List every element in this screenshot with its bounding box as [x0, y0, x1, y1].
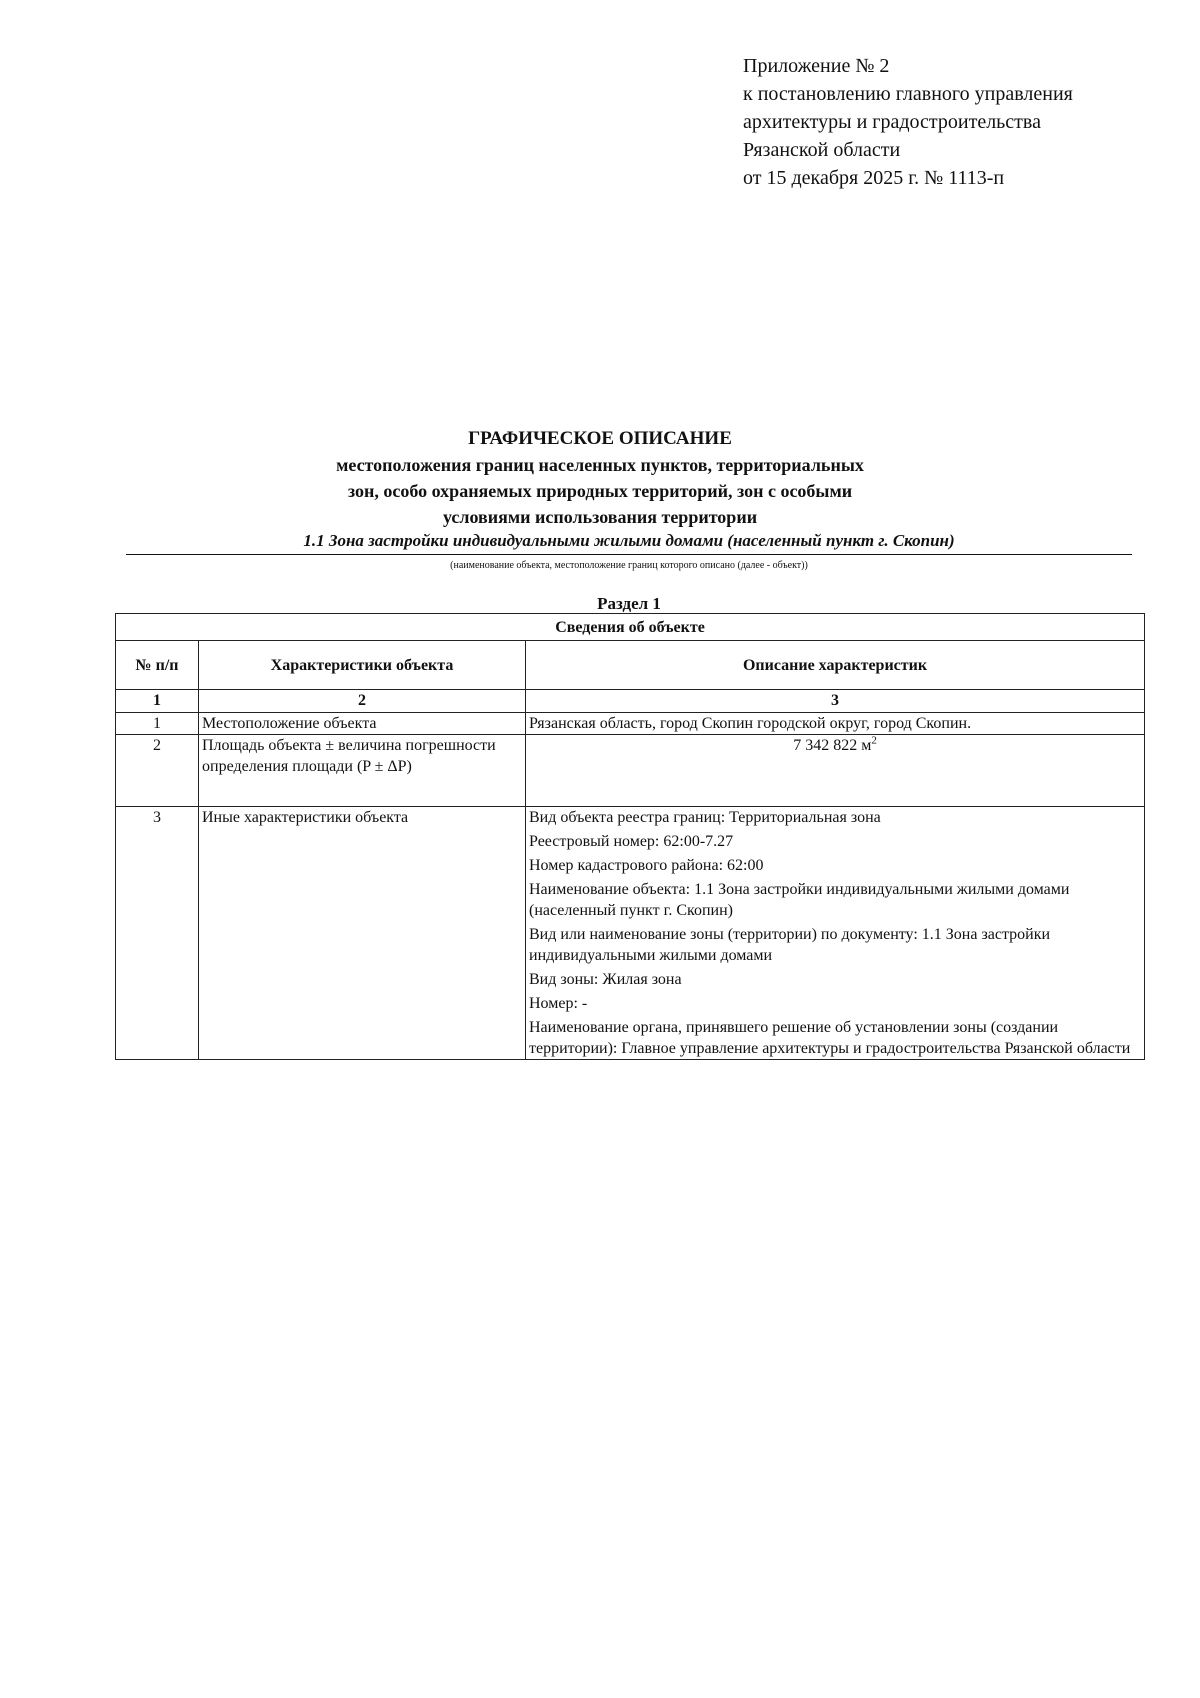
annex-line: Рязанской области: [743, 139, 901, 161]
annex-line: к постановлению главного управления: [743, 83, 1073, 105]
description-line: Номер: -: [529, 995, 588, 1012]
column-number: 1: [116, 690, 199, 713]
row-characteristic: Иные характеристики объекта: [199, 807, 526, 1060]
row-description: [526, 807, 1145, 1060]
description-line: Вид зоны: Жилая зона: [529, 971, 682, 988]
row-characteristic: Местоположение объекта: [199, 713, 526, 735]
annex-line: архитектуры и градостроительства: [743, 111, 1041, 133]
table-row: [116, 735, 1145, 807]
description-line: Реестровый номер: 62:00-7.27: [529, 833, 734, 850]
object-name-note: (наименование объекта, местоположение границ которого описано (далее - объект)): [450, 560, 808, 571]
annex-header: [743, 52, 1163, 192]
table-caption: Сведения об объекте: [116, 614, 1145, 641]
column-header-number: № п/п: [116, 641, 199, 690]
annex-line: Приложение № 2: [743, 55, 890, 77]
description-line: Номер кадастрового района: 62:00: [529, 857, 764, 874]
document-subtitle-line: зон, особо охраняемых природных территорий, зон с особыми: [347, 481, 853, 501]
row-area-value: [526, 735, 1145, 807]
document-title: ГРАФИЧЕСКОЕ ОПИСАНИЕ: [468, 428, 732, 449]
row-characteristic: Площадь объекта ± величина погрешности определения площади (P ± ΔP): [199, 735, 526, 807]
column-header-characteristic: Характеристики объекта: [199, 641, 526, 690]
description-line: Вид или наименование зоны (территории) по документу: 1.1 Зона застройки индивидуальными жилыми домами: [529, 926, 1051, 964]
area-value: 7 342 822 м: [793, 737, 872, 754]
document-subtitle-line: местоположения границ населенных пунктов, территориальных: [336, 455, 864, 475]
section-label: Раздел 1: [597, 594, 661, 613]
table-row: [116, 807, 1145, 1060]
row-number: 3: [116, 807, 199, 1060]
object-info-table: [115, 613, 1145, 1060]
row-description: [526, 713, 1145, 735]
description-line: Вид объекта реестра границ: Территориальная зона: [529, 809, 881, 826]
document-subtitle-line: условиями использования территории: [442, 507, 758, 527]
table-row: [116, 713, 1145, 735]
row-number: 1: [116, 713, 199, 735]
row-number: 2: [116, 735, 199, 807]
description-line: Наименование органа, принявшего решение об установлении зоны (создании территории): Главное управление архитектуры и градостроительства Рязанской области: [529, 1019, 1131, 1057]
description-line: Наименование объекта: 1.1 Зона застройки индивидуальными жилыми домами (населенный пункт г. Скопин): [529, 881, 1070, 919]
document-heading: [120, 426, 1080, 530]
area-unit-superscript: 2: [871, 734, 877, 747]
column-header-description: Описание характеристик: [526, 641, 1145, 690]
object-name: 1.1 Зона застройки индивидуальными жилыми домами (населенный пункт г. Скопин): [126, 530, 1132, 555]
description-line: Рязанская область, город Скопин городской округ, город Скопин.: [529, 715, 972, 732]
column-number: 2: [199, 690, 526, 713]
annex-line: от 15 декабря 2025 г. № 1113-п: [743, 167, 1005, 189]
column-number: 3: [526, 690, 1145, 713]
